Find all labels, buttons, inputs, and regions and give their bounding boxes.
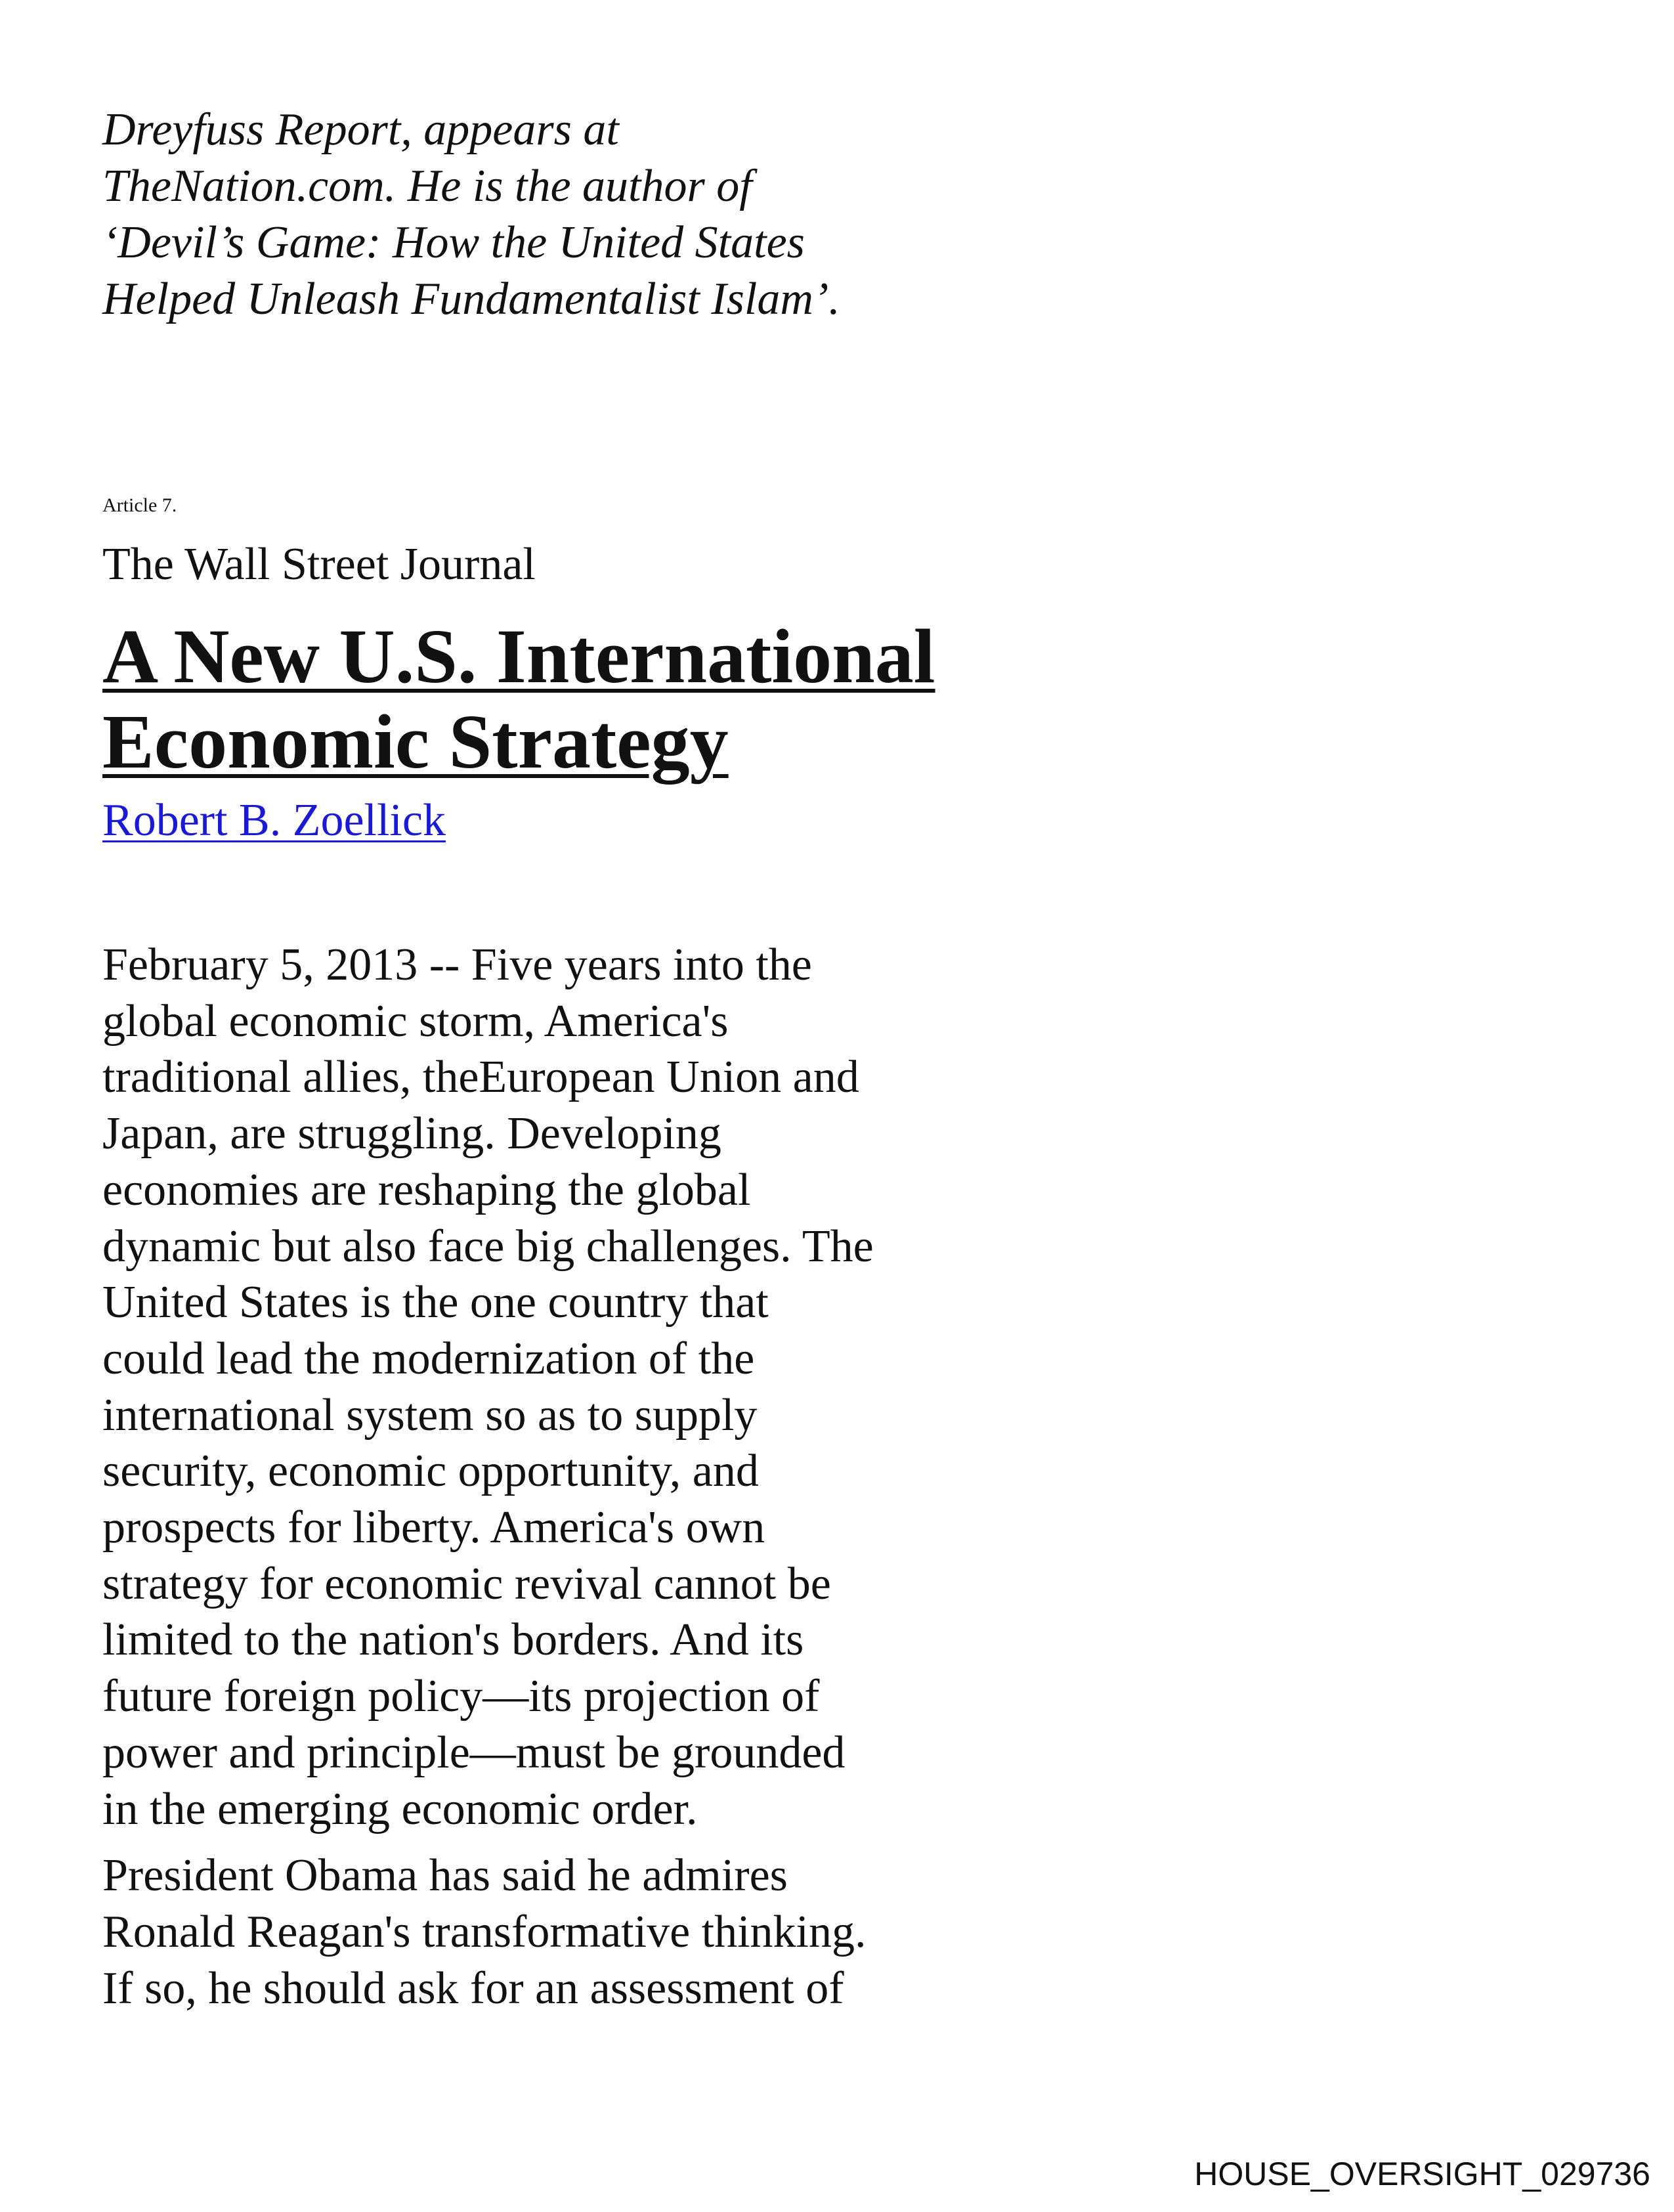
body-line: international system so as to supply [102, 1389, 758, 1441]
headline-line: A New U.S. International [102, 613, 935, 699]
author-link[interactable]: Robert B. Zoellick [102, 795, 446, 846]
headline-line: Economic Strategy [102, 699, 729, 785]
publication-name: The Wall Street Journal [102, 539, 536, 590]
author-bio-continuation [102, 102, 956, 328]
article-body [102, 937, 976, 2027]
body-line: strategy for economic revival cannot be [102, 1558, 831, 1609]
body-line: in the emerging economic order. [102, 1783, 698, 1834]
body-line: future foreign policy—its projection of [102, 1671, 820, 1722]
bio-line: TheNation.com. He is the author of [102, 161, 752, 211]
document-id-stamp: HOUSE_OVERSIGHT_029736 [1194, 2156, 1650, 2192]
body-line: dynamic but also face big challenges. The [102, 1221, 874, 1272]
body-line: Ronald Reagan's transformative thinking. [102, 1906, 867, 1957]
body-line: Japan, are struggling. Developing [102, 1108, 721, 1160]
bio-line: ‘Devil’s Game: How the United States [102, 217, 805, 268]
body-line: could lead the modernization of the [102, 1333, 755, 1384]
body-line: If so, he should ask for an assessment of [102, 1963, 844, 2014]
bio-line: Dreyfuss Report, appears at [102, 104, 619, 155]
body-line: security, economic opportunity, and [102, 1446, 759, 1497]
bio-line: Helped Unleash Fundamentalist Islam’. [102, 274, 840, 324]
body-line: President Obama has said he admires [102, 1850, 788, 1901]
article-number-label: Article 7. [102, 494, 177, 516]
body-line: prospects for liberty. America's own [102, 1502, 765, 1553]
body-line: limited to the nation's borders. And its [102, 1615, 804, 1666]
body-paragraph [102, 1848, 976, 2016]
article-headline [102, 614, 935, 785]
body-paragraph [102, 937, 976, 1837]
body-line: global economic storm, America's [102, 995, 729, 1047]
body-line: power and principle—must be grounded [102, 1727, 846, 1778]
body-line: February 5, 2013 -- Five years into the [102, 940, 812, 990]
body-line: traditional allies, theEuropean Union and [102, 1052, 859, 1103]
body-line: United States is the one country that [102, 1277, 769, 1328]
body-line: economies are reshaping the global [102, 1164, 751, 1215]
